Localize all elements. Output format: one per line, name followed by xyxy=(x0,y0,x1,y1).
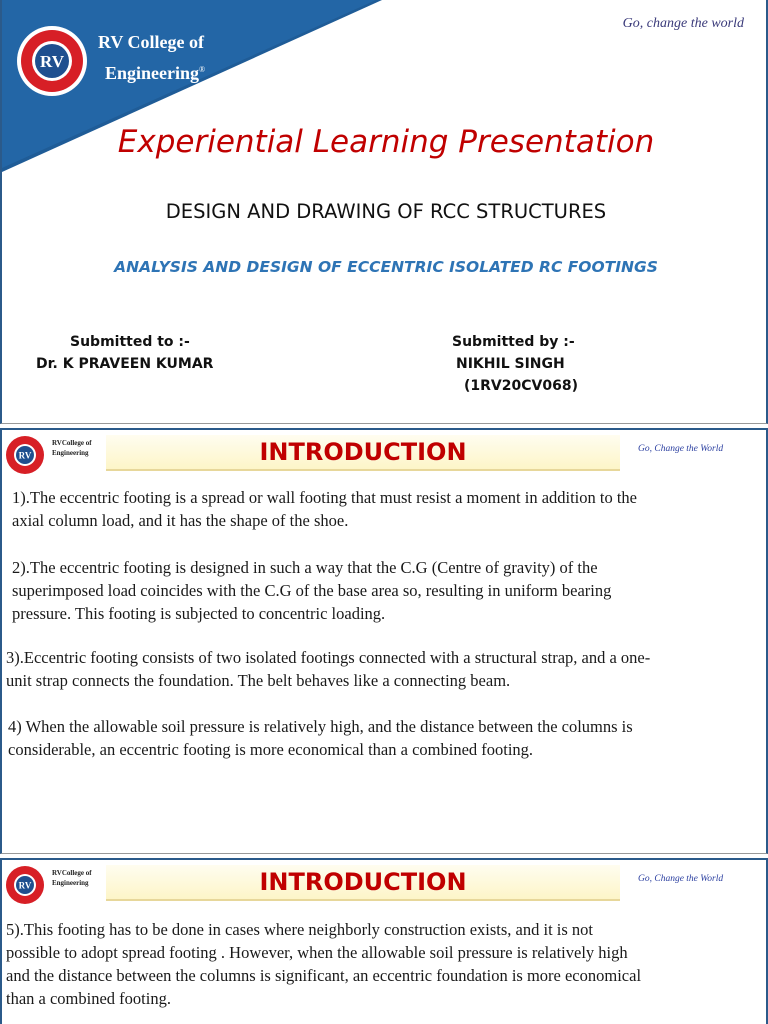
slide-title: INTRODUCTION xyxy=(259,438,467,466)
title-slide xyxy=(0,0,768,424)
paragraph-line: possible to adopt spread footing . However, when the allowable soil pressure is relatively high xyxy=(6,943,628,962)
submitted-to-name: Dr. K PRAVEEN KUMAR xyxy=(36,356,214,372)
logo-text: RV xyxy=(40,52,64,71)
college-name xyxy=(98,28,205,87)
submitted-by-usn: (1RV20CV068) xyxy=(464,378,578,394)
registered-mark: ® xyxy=(199,65,206,74)
topic-title: ANALYSIS AND DESIGN OF ECCENTRIC ISOLATED RC FOOTINGS xyxy=(114,258,658,276)
submitted-by-block xyxy=(452,331,578,397)
paragraph-line: 3).Eccentric footing consists of two isolated footings connected with a structural strap, and a one- xyxy=(6,648,651,667)
paragraph-line: 1).The eccentric footing is a spread or wall footing that must resist a moment in addition to the xyxy=(12,488,638,507)
header-college-name xyxy=(52,868,92,888)
paragraph-line: 4) When the allowable soil pressure is relatively high, and the distance between the columns is xyxy=(8,717,633,736)
paragraph-line: than a combined footing. xyxy=(6,989,171,1008)
slide-header xyxy=(2,430,766,474)
introduction-slide-1 xyxy=(0,428,768,854)
paragraph-line: 2).The eccentric footing is designed in such a way that the C.G (Centre of gravity) of the xyxy=(12,558,598,577)
header-college-line1: RVCollege of xyxy=(52,439,92,447)
rv-logo-icon xyxy=(5,865,45,905)
paragraph-2 xyxy=(12,556,611,625)
header-college-name xyxy=(52,438,92,458)
college-name-line2: Engineering xyxy=(105,63,200,83)
subject-title: DESIGN AND DRAWING OF RCC STRUCTURES xyxy=(165,200,607,223)
paragraph-3 xyxy=(6,646,650,692)
paragraph-line: 5).This footing has to be done in cases where neighborly construction exists, and it is not xyxy=(6,920,594,939)
submitted-to-label: Submitted to :- xyxy=(70,334,190,350)
submitted-by-name: NIKHIL SINGH xyxy=(456,356,565,372)
paragraph-line: and the distance between the columns is significant, an eccentric foundation is more economical xyxy=(6,966,642,985)
submitted-to-block xyxy=(36,331,213,375)
submitted-by-label: Submitted by :- xyxy=(452,334,575,350)
header-tagline: Go, Change the World xyxy=(638,444,724,454)
header-college-line1: RVCollege of xyxy=(52,869,92,877)
paragraph-4 xyxy=(8,715,633,761)
slide-title: INTRODUCTION xyxy=(259,868,467,896)
tagline: Go, change the world xyxy=(622,16,744,31)
logo-text: RV xyxy=(18,450,32,461)
paragraph-line: axial column load, and it has the shape of the shoe. xyxy=(12,511,349,530)
header-college-line2: Engineering xyxy=(52,879,89,887)
college-name-line1: RV College of xyxy=(98,32,205,52)
paragraph-line: pressure. This footing is subjected to concentric loading. xyxy=(12,604,386,623)
slide-header xyxy=(2,860,766,904)
paragraph-1 xyxy=(12,486,637,532)
presentation-title: Experiential Learning Presentation xyxy=(117,124,655,160)
paragraph-5 xyxy=(6,918,641,1010)
header-tagline: Go, Change the World xyxy=(638,874,724,884)
paragraph-line: unit strap connects the foundation. The belt behaves like a connecting beam. xyxy=(6,671,511,690)
paragraph-line: superimposed load coincides with the C.G of the base area so, resulting in uniform bearing xyxy=(12,581,612,600)
rv-logo-icon xyxy=(5,435,45,475)
paragraph-line: considerable, an eccentric footing is more economical than a combined footing. xyxy=(8,740,534,759)
introduction-slide-2 xyxy=(0,858,768,1024)
header-college-line2: Engineering xyxy=(52,449,89,457)
logo-text: RV xyxy=(18,880,32,891)
rv-logo-icon xyxy=(16,25,88,97)
